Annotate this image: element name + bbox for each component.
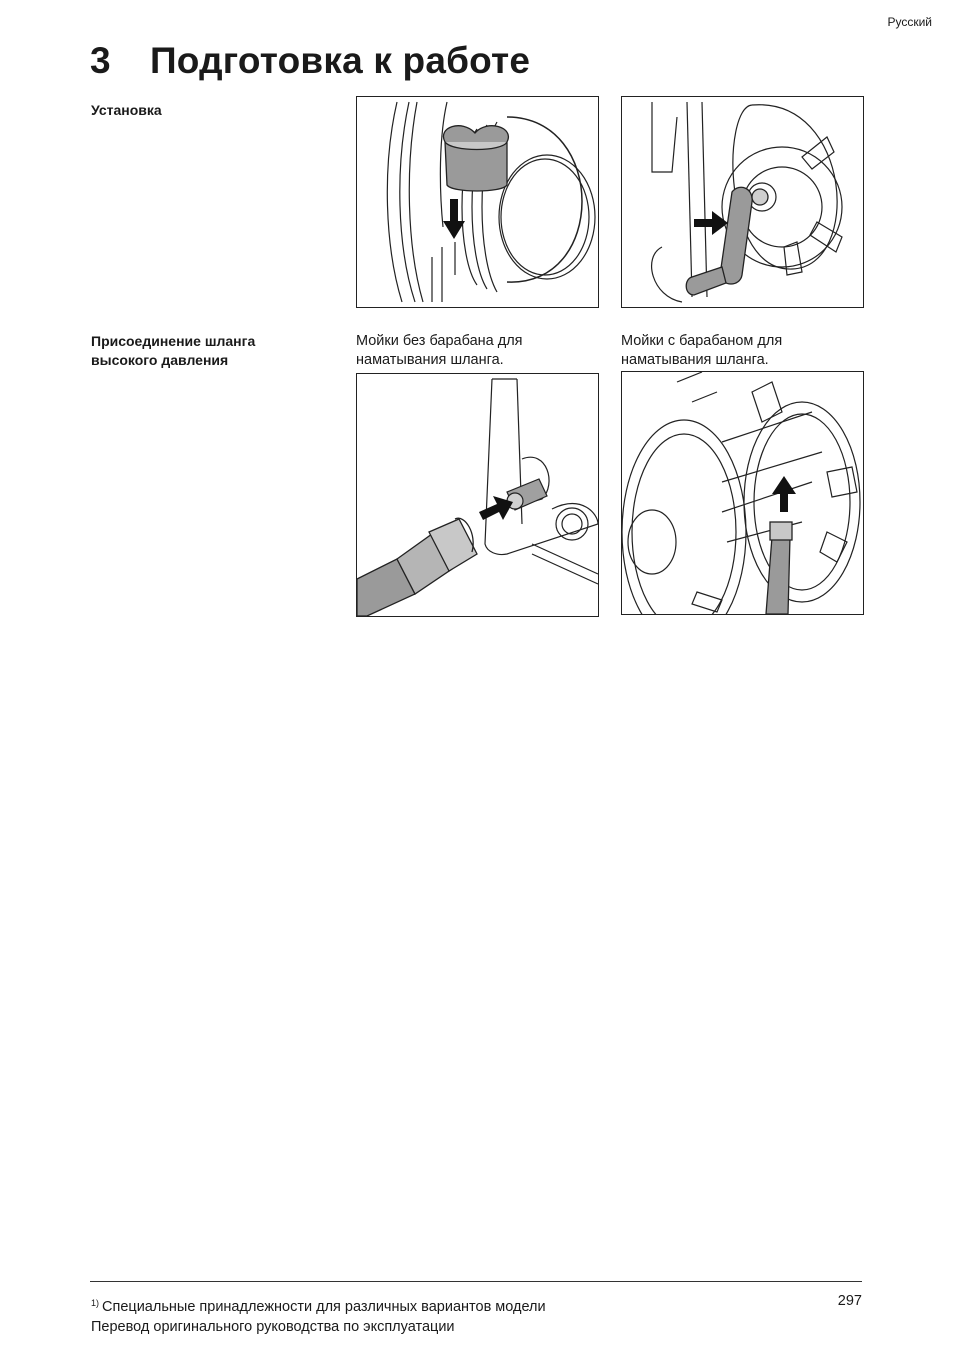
figure-handle-installation (621, 96, 864, 308)
hp-coupling (507, 479, 547, 510)
illustration-holder-clip (357, 97, 598, 307)
holder-clip (443, 126, 508, 191)
caption-without-reel: Мойки без барабана для наматывания шланга. (356, 333, 523, 368)
arrow-up-icon (772, 476, 796, 512)
illustration-reel-connection (622, 372, 863, 614)
caption-with-reel: Мойки с барабаном для наматывания шланга. (621, 333, 783, 368)
figure-holder-installation (356, 96, 599, 308)
footnote-text: Специальные принадлежности для различных вариантов модели (102, 1299, 546, 1315)
illustration-hose-connection (357, 374, 598, 616)
illustration-handle (622, 97, 863, 307)
footnote (91, 1293, 546, 1317)
hose (357, 518, 477, 616)
section-heading-hose-connection: Присоединение шланга высокого давления (91, 333, 256, 368)
reel-hose (766, 522, 792, 614)
chapter-heading (90, 40, 530, 82)
section-heading-installation: Установка (91, 102, 162, 118)
handle (686, 187, 768, 295)
page-number: 297 (837, 1293, 862, 1309)
chapter-title: Подготовка к работе (150, 40, 531, 81)
figure-hose-without-reel (356, 373, 599, 617)
language-label: Русский (887, 15, 932, 29)
footer-divider (90, 1281, 862, 1282)
chapter-number: 3 (90, 40, 111, 81)
footer-notes (91, 1293, 546, 1337)
footnote-marker: 1) (91, 1298, 100, 1308)
figure-hose-with-reel (621, 371, 864, 615)
translation-note: Перевод оригинального руководства по эксплуатации (91, 1319, 455, 1335)
